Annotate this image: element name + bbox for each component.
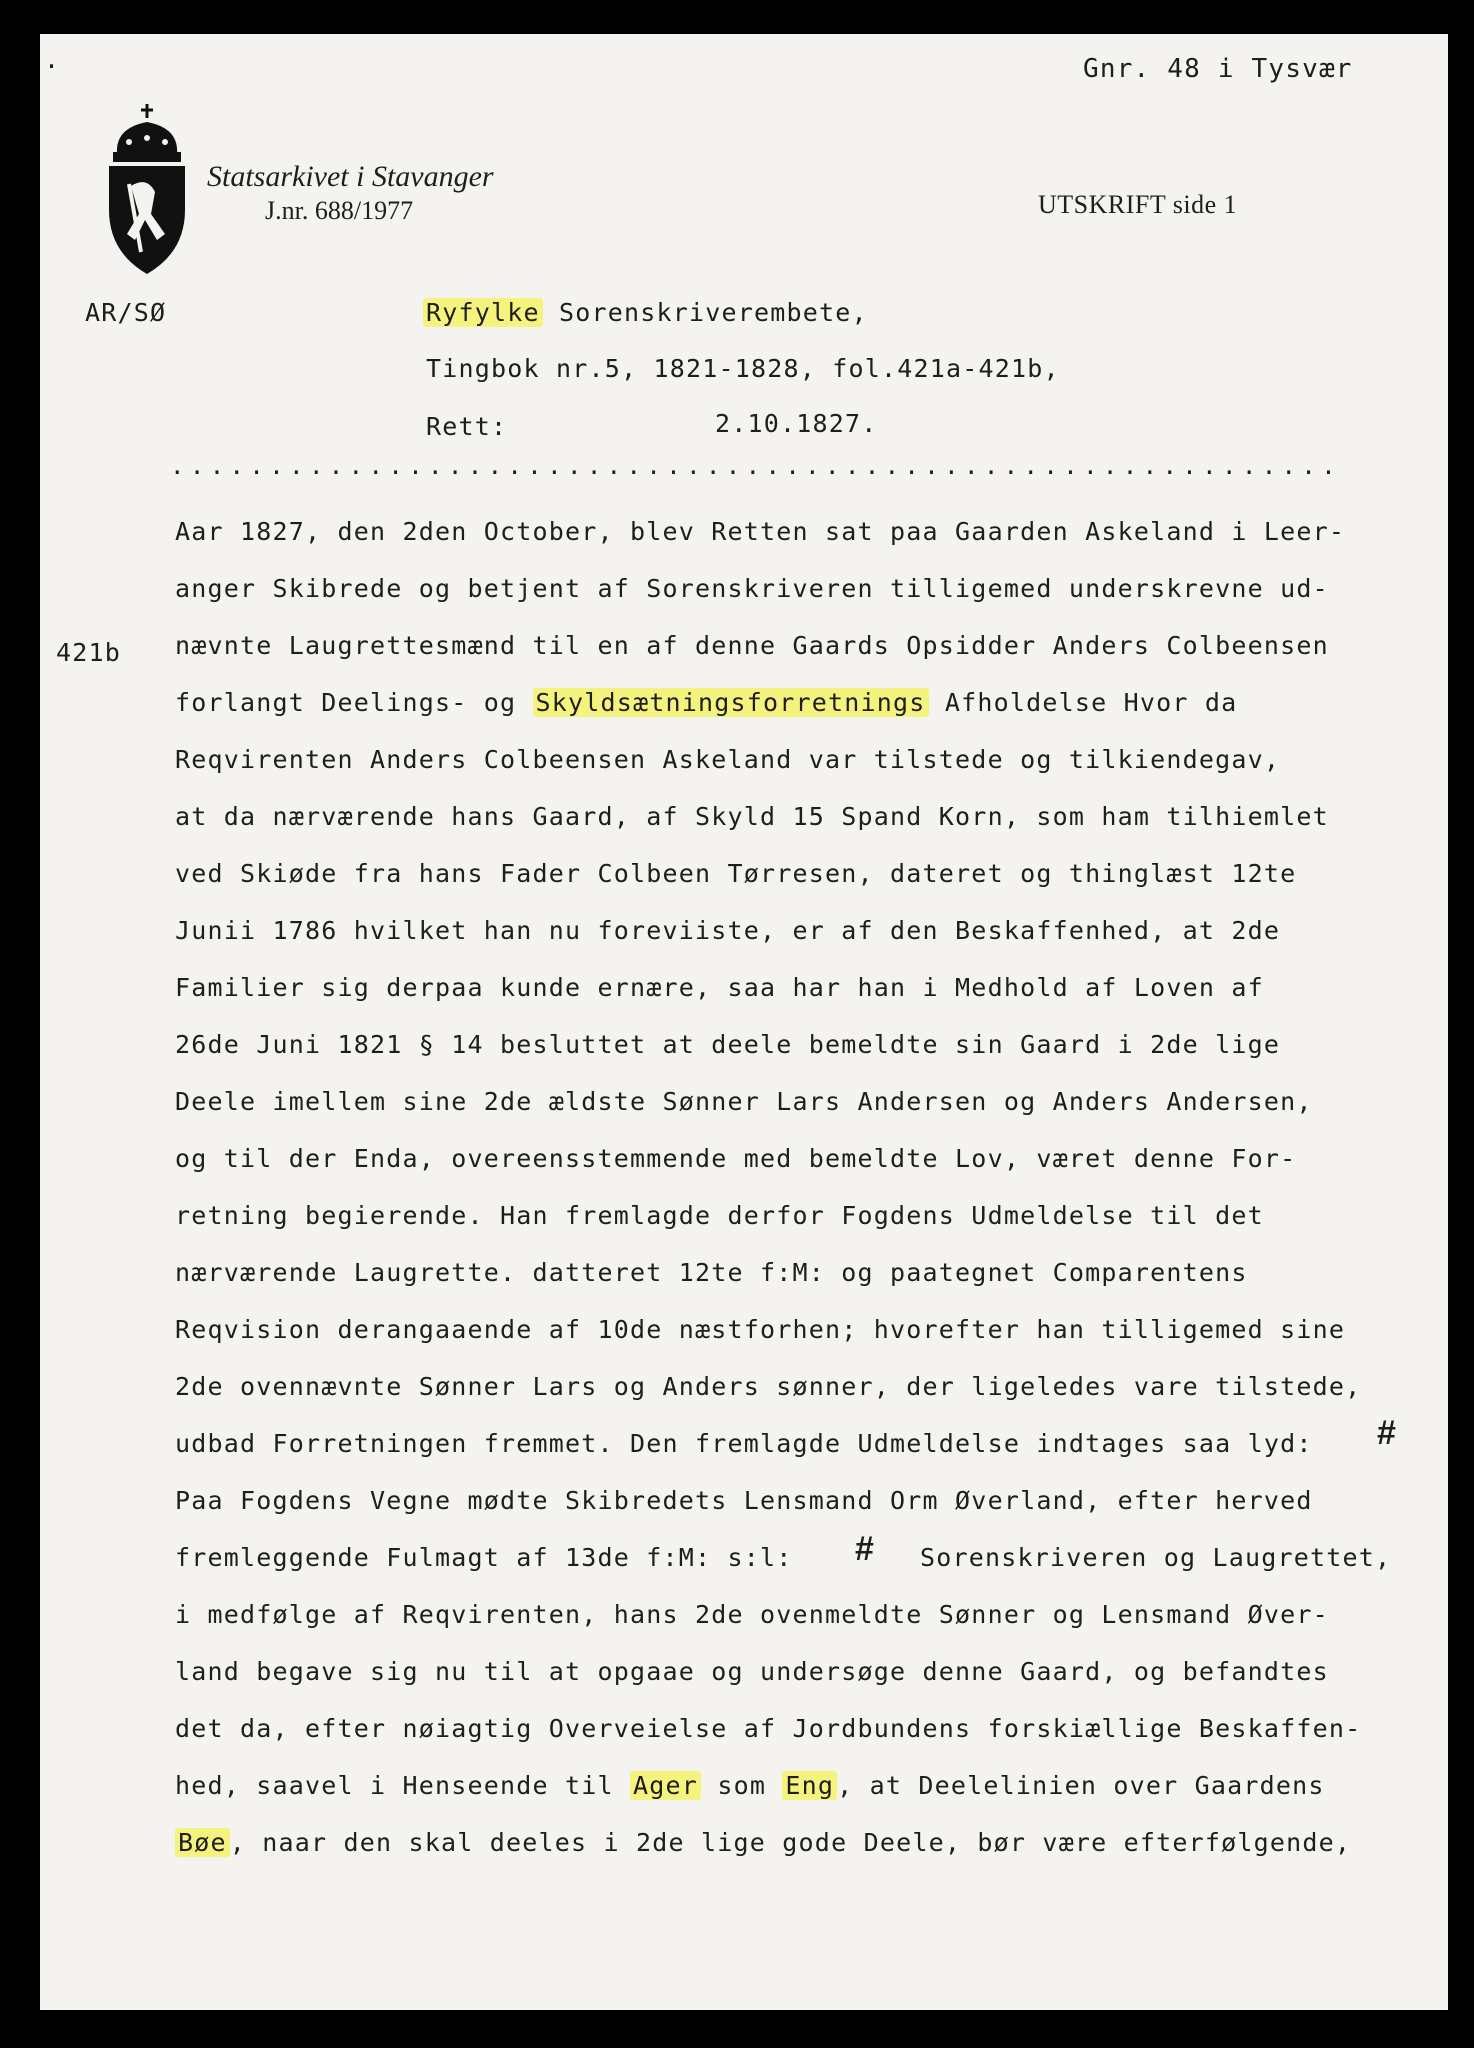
hash-mark: # bbox=[855, 1530, 874, 1568]
court-highlight: Ryfylke bbox=[423, 298, 543, 327]
text-line: og til der Enda, overeensstemmende med bemeldte Lov, været denne For- bbox=[175, 1144, 1297, 1173]
document-page bbox=[40, 34, 1448, 2010]
text-line: retning begierende. Han fremlagde derfor Fogdens Udmeldelse til det bbox=[175, 1201, 1264, 1230]
text-line bbox=[175, 1429, 1313, 1458]
text-span: hed, saavel i Henseende til bbox=[175, 1771, 631, 1800]
text-line: ved Skiøde fra hans Fader Colbeen Tørresen, dateret og thinglæst 12te bbox=[175, 859, 1297, 888]
text-span: som bbox=[701, 1771, 783, 1800]
text-line: at da nærværende hans Gaard, af Skyld 15 Spand Korn, som ham tilhiemlet bbox=[175, 802, 1329, 831]
text-line: Paa Fogdens Vegne mødte Skibredets Lensmand Orm Øverland, efter herved bbox=[175, 1486, 1313, 1515]
text-line: nærværende Laugrette. datteret 12te f:M: og paategnet Comparentens bbox=[175, 1258, 1248, 1287]
text-line: Familier sig derpaa kunde ernære, saa har han i Medhold af Loven af bbox=[175, 973, 1264, 1002]
text-line: nævnte Laugrettesmænd til en af denne Gaards Opsidder Anders Colbeensen bbox=[175, 631, 1329, 660]
text-line: det da, efter nøiagtig Overveielse af Jordbundens forskiællige Beskaffen- bbox=[175, 1714, 1362, 1743]
text-line: Reqvirenten Anders Colbeensen Askeland var tilstede og tilkiendegav, bbox=[175, 745, 1281, 774]
book-reference: Tingbok nr.5, 1821-1828, fol.421a-421b, bbox=[426, 354, 1060, 383]
highlighted-word: Ager bbox=[630, 1771, 701, 1800]
text-line: land begave sig nu til at opgaae og undersøge denne Gaard, og befandtes bbox=[175, 1657, 1329, 1686]
text-span: , naar den skal deeles i 2de lige gode Deele, bør være efterfølgende, bbox=[229, 1828, 1352, 1857]
journal-label: J.nr. bbox=[265, 196, 309, 225]
text-line: Deele imellem sine 2de ældste Sønner Lars Andersen og Anders Andersen, bbox=[175, 1087, 1313, 1116]
initials: AR/SØ bbox=[85, 298, 167, 327]
text-span: forlangt Deelings- og bbox=[175, 688, 533, 717]
text-line bbox=[175, 688, 1237, 717]
text-span: , at Deelelinien over Gaardens bbox=[837, 1771, 1325, 1800]
utskrift-label: UTSKRIFT side 1 bbox=[1038, 190, 1238, 219]
text-line: 2de ovennævnte Sønner Lars og Anders sønner, der ligeledes vare tilstede, bbox=[175, 1372, 1362, 1401]
text-line: anger Skibrede og betjent af Sorenskriveren tilligemed underskrevne ud- bbox=[175, 574, 1329, 603]
journal-value: 688/1977 bbox=[314, 196, 414, 225]
journal-number bbox=[265, 196, 413, 226]
highlighted-word: Bøe bbox=[175, 1828, 230, 1857]
hash-mark: # bbox=[1377, 1414, 1396, 1452]
highlighted-word: Eng bbox=[782, 1771, 837, 1800]
text-line-tail: Sorenskriveren og Laugrettet, bbox=[920, 1543, 1392, 1572]
text-span: udbad Forretningen fremmet. Den fremlagde Udmeldelse indtages saa lyd: bbox=[175, 1429, 1313, 1458]
text-line bbox=[175, 1828, 1351, 1857]
margin-dot: · bbox=[44, 52, 61, 81]
coat-of-arms-icon bbox=[95, 102, 195, 278]
highlighted-word: Skyldsætningsforretnings bbox=[533, 688, 929, 717]
gnr-reference: Gnr. 48 i Tysvær bbox=[1083, 54, 1353, 84]
text-line: i medfølge af Reqvirenten, hans 2de ovenmeldte Sønner og Lensmand Øver- bbox=[175, 1600, 1329, 1629]
text-line: Reqvision derangaaende af 10de næstforhen; hvorefter han tilligemed sine bbox=[175, 1315, 1346, 1344]
archive-name: Statsarkivet i Stavanger bbox=[207, 160, 494, 193]
margin-folio-note: 421b bbox=[56, 638, 122, 667]
text-span: Afholdelse Hvor da bbox=[928, 688, 1238, 717]
text-line: Junii 1786 hvilket han nu foreviiste, er af den Beskaffenhed, at 2de bbox=[175, 916, 1281, 945]
text-line: 26de Juni 1821 § 14 besluttet at deele bemeldte sin Gaard i 2de lige bbox=[175, 1030, 1281, 1059]
text-line: Aar 1827, den 2den October, blev Retten sat paa Gaarden Askeland i Leer- bbox=[175, 517, 1346, 546]
rett-date: 2.10.1827. bbox=[715, 409, 878, 438]
court-rest: Sorenskriverembete, bbox=[542, 298, 868, 327]
court-line bbox=[423, 298, 868, 327]
dotted-divider: ........................................................... bbox=[170, 452, 1342, 480]
rett-label: Rett: bbox=[426, 412, 508, 441]
text-line bbox=[175, 1771, 1325, 1800]
text-line: fremleggende Fulmagt af 13de f:M: s:l: bbox=[175, 1543, 793, 1572]
